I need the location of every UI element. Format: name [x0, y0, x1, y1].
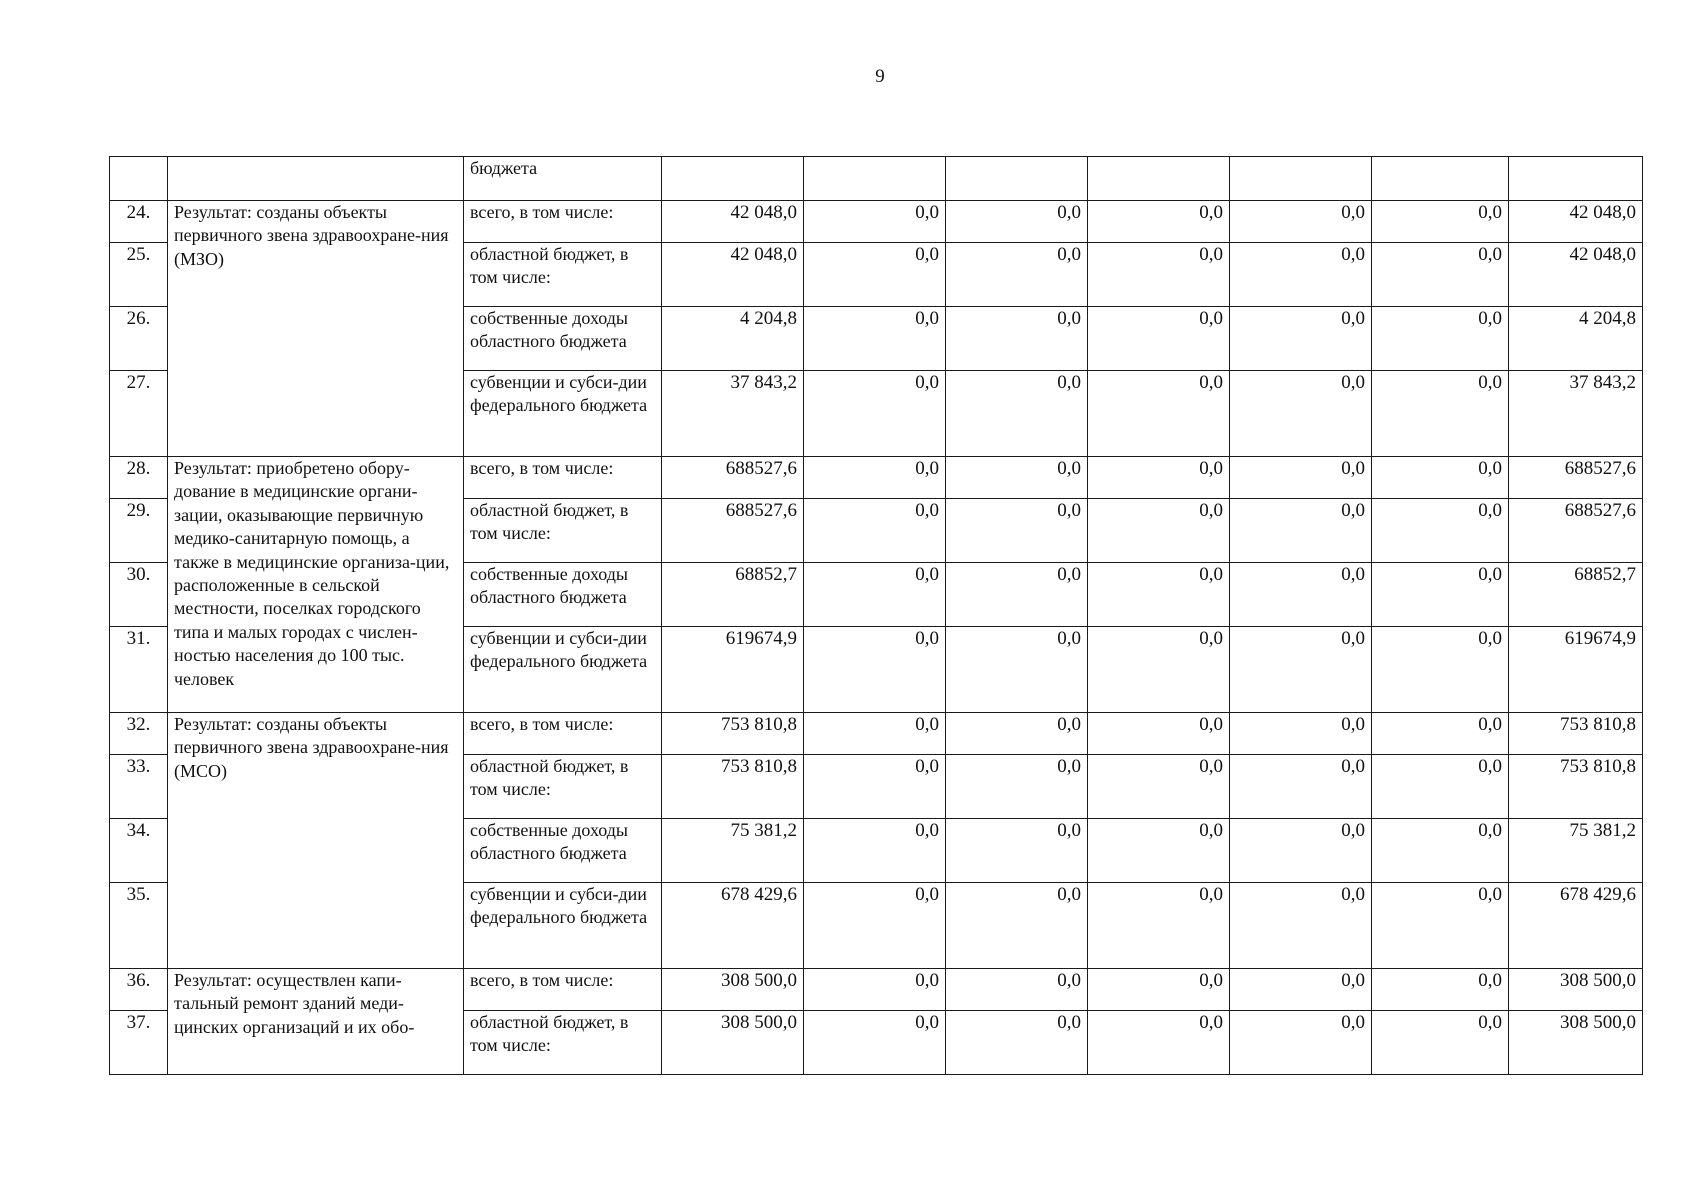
year-value: 0,0 — [1372, 713, 1509, 755]
row-number: 25. — [110, 243, 168, 307]
result-description: Результат: приобретено обору-дование в медицинские органи-зации, оказывающие первичную медико-санитарную помощь, а также в медицинские организа-ции, расположенные в сельской местности, поселках городского типа и малых городах с числен-ностью населения до 100 тыс. человек — [168, 457, 464, 713]
num-cell — [110, 157, 168, 201]
row-number: 33. — [110, 755, 168, 819]
year-value: 0,0 — [946, 883, 1088, 969]
year-value: 0,0 — [1088, 201, 1230, 243]
total-value: 75 381,2 — [1509, 819, 1643, 883]
total-value: 37 843,2 — [1509, 371, 1643, 457]
year-value: 0,0 — [804, 243, 946, 307]
year-value: 0,0 — [1372, 201, 1509, 243]
year-value: 37 843,2 — [662, 371, 804, 457]
year-value: 0,0 — [946, 201, 1088, 243]
year-value: 42 048,0 — [662, 243, 804, 307]
year-value: 0,0 — [1088, 307, 1230, 371]
row-number: 34. — [110, 819, 168, 883]
funding-source: субвенции и субси-дии федерального бюджета — [464, 883, 662, 969]
funding-source: областной бюджет, в том числе: — [464, 755, 662, 819]
year-value: 0,0 — [1372, 755, 1509, 819]
year-value: 0,0 — [1088, 819, 1230, 883]
year-value: 0,0 — [1088, 1011, 1230, 1075]
year-value: 0,0 — [1088, 883, 1230, 969]
year-value: 688527,6 — [662, 457, 804, 499]
result-description: Результат: созданы объекты первичного звена здравоохране-ния (МСО) — [168, 713, 464, 969]
total-value: 308 500,0 — [1509, 969, 1643, 1011]
year-value: 753 810,8 — [662, 755, 804, 819]
year-value: 0,0 — [1088, 563, 1230, 627]
year-value: 42 048,0 — [662, 201, 804, 243]
table-row — [110, 201, 1643, 243]
year-value: 0,0 — [946, 307, 1088, 371]
row-number: 26. — [110, 307, 168, 371]
funding-source: субвенции и субси-дии федерального бюджета — [464, 627, 662, 713]
year-value: 0,0 — [1088, 969, 1230, 1011]
year-value: 753 810,8 — [662, 713, 804, 755]
year-value: 0,0 — [804, 499, 946, 563]
total-value: 619674,9 — [1509, 627, 1643, 713]
year-value: 308 500,0 — [662, 1011, 804, 1075]
row-number: 24. — [110, 201, 168, 243]
funding-source: всего, в том числе: — [464, 457, 662, 499]
year-value: 0,0 — [946, 243, 1088, 307]
result-description: Результат: осуществлен капи-тальный ремонт зданий меди-цинских организаций и их обо- — [168, 969, 464, 1075]
funding-source: всего, в том числе: — [464, 201, 662, 243]
year-value: 678 429,6 — [662, 883, 804, 969]
funding-source: областной бюджет, в том числе: — [464, 243, 662, 307]
year-value: 0,0 — [1230, 371, 1372, 457]
year-value: 0,0 — [1230, 1011, 1372, 1075]
result-description: Результат: созданы объекты первичного звена здравоохране-ния (МЗО) — [168, 201, 464, 457]
year-value: 0,0 — [946, 371, 1088, 457]
funding-source: собственные доходы областного бюджета — [464, 307, 662, 371]
funding-source: собственные доходы областного бюджета — [464, 819, 662, 883]
row-number: 32. — [110, 713, 168, 755]
funding-source: всего, в том числе: — [464, 969, 662, 1011]
year-value: 0,0 — [804, 713, 946, 755]
year-value: 0,0 — [1372, 307, 1509, 371]
total-value: 4 204,8 — [1509, 307, 1643, 371]
row-number: 29. — [110, 499, 168, 563]
year-value: 0,0 — [804, 883, 946, 969]
year-value: 0,0 — [1230, 969, 1372, 1011]
year-value: 75 381,2 — [662, 819, 804, 883]
row-number: 35. — [110, 883, 168, 969]
year-value: 0,0 — [1230, 499, 1372, 563]
year-value: 0,0 — [1230, 201, 1372, 243]
year-value: 0,0 — [1088, 243, 1230, 307]
year-value: 0,0 — [1230, 627, 1372, 713]
year-value: 0,0 — [804, 969, 946, 1011]
year-value: 0,0 — [1372, 883, 1509, 969]
year-value: 0,0 — [1088, 627, 1230, 713]
year-value: 0,0 — [1372, 969, 1509, 1011]
year-value: 0,0 — [1230, 713, 1372, 755]
total-value: 68852,7 — [1509, 563, 1643, 627]
funding-source: собственные доходы областного бюджета — [464, 563, 662, 627]
year-value: 0,0 — [1372, 371, 1509, 457]
year-value: 0,0 — [1372, 819, 1509, 883]
total-value: 308 500,0 — [1509, 1011, 1643, 1075]
year-value: 0,0 — [1230, 819, 1372, 883]
year-value: 0,0 — [946, 627, 1088, 713]
row-number: 36. — [110, 969, 168, 1011]
table-row — [110, 969, 1643, 1011]
year-value: 0,0 — [1372, 457, 1509, 499]
year-value: 0,0 — [946, 457, 1088, 499]
funding-source: областной бюджет, в том числе: — [464, 1011, 662, 1075]
year-value: 0,0 — [1088, 499, 1230, 563]
table-row — [110, 713, 1643, 755]
year-value: 688527,6 — [662, 499, 804, 563]
result-cell — [168, 157, 464, 201]
year-value: 0,0 — [1230, 883, 1372, 969]
year-value: 0,0 — [1372, 627, 1509, 713]
page-number: 9 — [875, 66, 885, 87]
funding-source: субвенции и субси-дии федерального бюджета — [464, 371, 662, 457]
funding-source: областной бюджет, в том числе: — [464, 499, 662, 563]
year-value: 0,0 — [1230, 563, 1372, 627]
year-value: 0,0 — [1088, 371, 1230, 457]
year-value: 0,0 — [804, 755, 946, 819]
year-value: 0,0 — [804, 1011, 946, 1075]
table-row-continuation — [110, 157, 1643, 201]
total-value: 678 429,6 — [1509, 883, 1643, 969]
year-value: 0,0 — [804, 307, 946, 371]
year-value: 308 500,0 — [662, 969, 804, 1011]
row-number: 27. — [110, 371, 168, 457]
total-value: 753 810,8 — [1509, 713, 1643, 755]
year-value: 4 204,8 — [662, 307, 804, 371]
total-value: 688527,6 — [1509, 499, 1643, 563]
row-number: 28. — [110, 457, 168, 499]
year-value: 0,0 — [1372, 243, 1509, 307]
year-value: 0,0 — [1230, 457, 1372, 499]
year-value: 0,0 — [946, 499, 1088, 563]
year-value: 0,0 — [804, 371, 946, 457]
year-value: 0,0 — [1372, 563, 1509, 627]
total-value: 688527,6 — [1509, 457, 1643, 499]
source-cell: бюджета — [464, 157, 662, 201]
total-value: 42 048,0 — [1509, 201, 1643, 243]
year-value: 0,0 — [946, 563, 1088, 627]
funding-source: всего, в том числе: — [464, 713, 662, 755]
year-value: 0,0 — [1230, 243, 1372, 307]
row-number: 31. — [110, 627, 168, 713]
row-number: 30. — [110, 563, 168, 627]
year-value: 0,0 — [946, 819, 1088, 883]
year-value: 0,0 — [1088, 457, 1230, 499]
total-value: 753 810,8 — [1509, 755, 1643, 819]
year-value: 0,0 — [1372, 1011, 1509, 1075]
total-value: 42 048,0 — [1509, 243, 1643, 307]
year-value: 0,0 — [946, 969, 1088, 1011]
year-value: 0,0 — [1230, 755, 1372, 819]
year-value: 0,0 — [1372, 499, 1509, 563]
year-value: 0,0 — [946, 713, 1088, 755]
year-value: 619674,9 — [662, 627, 804, 713]
year-value: 0,0 — [946, 755, 1088, 819]
table-row — [110, 457, 1643, 499]
year-value: 0,0 — [804, 627, 946, 713]
year-value: 68852,7 — [662, 563, 804, 627]
year-value: 0,0 — [804, 457, 946, 499]
year-value: 0,0 — [1088, 713, 1230, 755]
year-value: 0,0 — [804, 201, 946, 243]
year-value: 0,0 — [1088, 755, 1230, 819]
row-number: 37. — [110, 1011, 168, 1075]
budget-table — [109, 156, 1643, 1075]
year-value: 0,0 — [804, 563, 946, 627]
year-value: 0,0 — [804, 819, 946, 883]
year-value: 0,0 — [946, 1011, 1088, 1075]
year-value: 0,0 — [1230, 307, 1372, 371]
